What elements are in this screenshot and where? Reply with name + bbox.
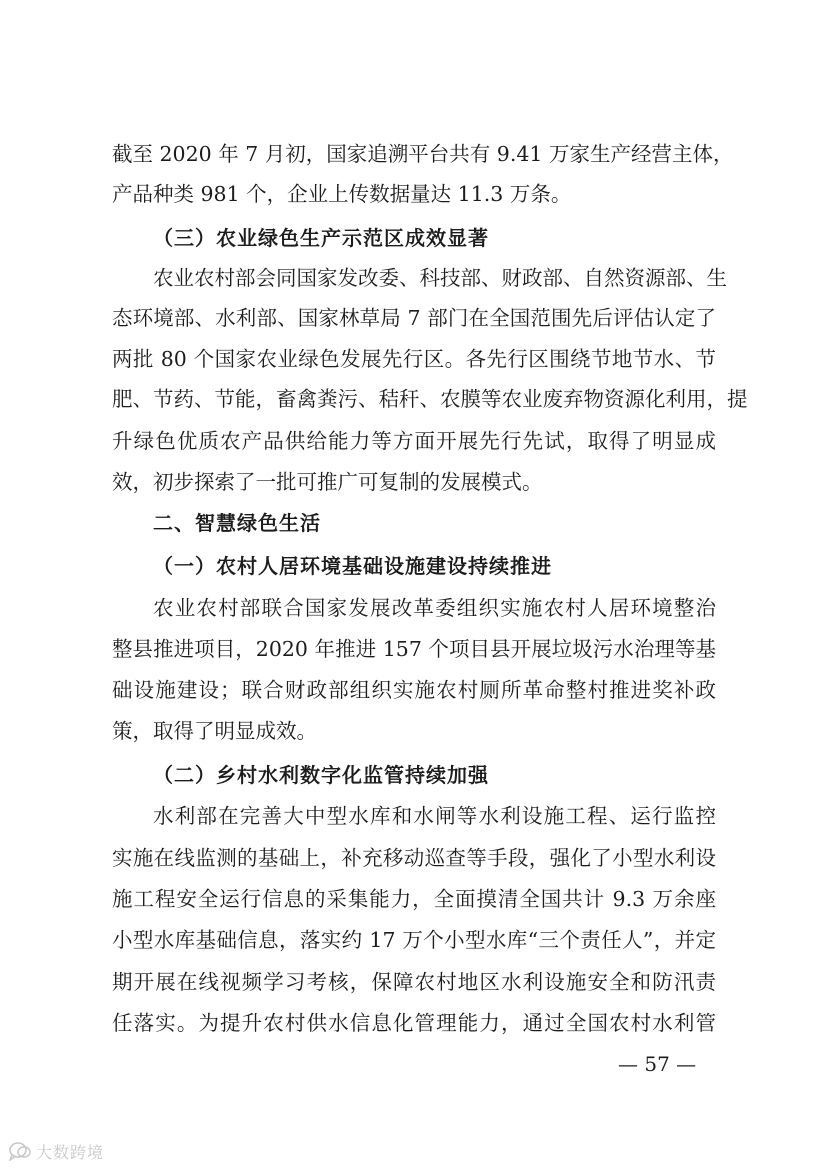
heading-section-3: （三）农业绿色生产示范区成效显著 [153, 226, 489, 250]
paragraph-1-line-1: 截至 2020 年 7 月初，国家追溯平台共有 9.41 万家生产经营主体， [112, 142, 734, 166]
paragraph-4-line-2: 实施在线监测的基础上，补充移动巡查等手段，强化了小型水利设 [112, 846, 716, 870]
paragraph-2-line-5: 升绿色优质农产品供给能力等方面开展先行先试，取得了明显成 [112, 429, 716, 453]
paragraph-3-line-2: 整县推进项目，2020 年推进 157 个项目县开展垃圾污水治理等基 [112, 637, 716, 661]
heading-section-2: （二）乡村水利数字化监管持续加强 [153, 763, 489, 787]
paragraph-3-line-3: 础设施建设；联合财政部组织实施农村厕所革命整村推进奖补政 [112, 678, 716, 702]
paragraph-4-line-6: 任落实。为提升农村供水信息化管理能力，通过全国农村水利管 [112, 1011, 716, 1035]
chat-bubble-icon [8, 1141, 32, 1161]
paragraph-4-line-3: 施工程安全运行信息的采集能力，全面摸清全国共计 9.3 万余座 [112, 887, 716, 911]
paragraph-4-line-4: 小型水库基础信息，落实约 17 万个小型水库“三个责任人”，并定 [112, 928, 716, 952]
paragraph-2-line-3: 两批 80 个国家农业绿色发展先行区。各先行区围绕节地节水、节 [112, 347, 716, 371]
paragraph-2-line-2: 态环境部、水利部、国家林草局 7 部门在全国范围先后评估认定了 [112, 306, 716, 330]
paragraph-3-line-1: 农业农村部联合国家发展改革委组织实施农村人居环境整治 [153, 596, 716, 620]
paragraph-2-line-6: 效，初步探索了一批可推广可复制的发展模式。 [112, 470, 543, 494]
paragraph-2-line-1: 农业农村部会同国家发改委、科技部、财政部、自然资源部、生 [153, 266, 727, 290]
paragraph-4-line-1: 水利部在完善大中型水库和水闸等水利设施工程、运行监控 [153, 804, 716, 828]
paragraph-1-line-2: 产品种类 981 个，企业上传数据量达 11.3 万条。 [112, 182, 572, 206]
watermark [8, 1139, 104, 1163]
heading-section-1: （一）农村人居环境基础设施建设持续推进 [153, 554, 552, 578]
page-number: — 57 — [618, 1052, 697, 1076]
watermark-text: 大数跨境 [36, 1142, 105, 1162]
section-2-title: 二、智慧绿色生活 [153, 511, 321, 535]
paragraph-3-line-4: 策，取得了明显成效。 [112, 719, 317, 743]
paragraph-4-line-5: 期开展在线视频学习考核，保障农村地区水利设施安全和防汛责 [112, 970, 716, 994]
paragraph-2-line-4: 肥、节药、节能，畜禽粪污、秸秆、农膜等农业废弃物资源化利用，提 [112, 387, 748, 411]
